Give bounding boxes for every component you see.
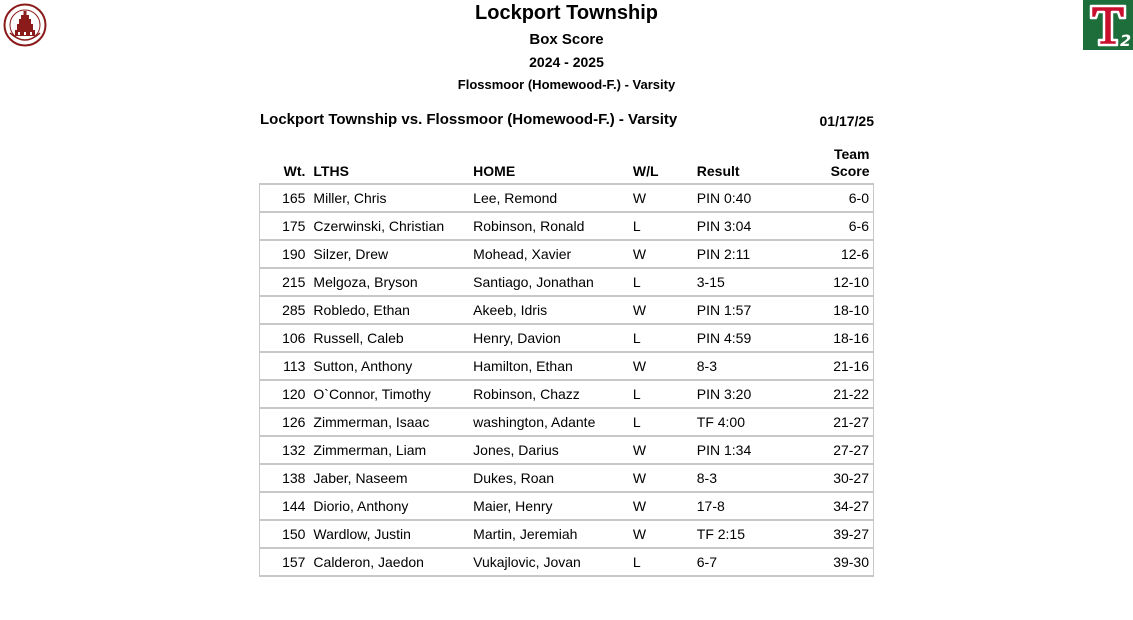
cell-home-wrestler: Vukajlovic, Jovan [469,548,629,576]
cell-lths-wrestler: Czerwinski, Christian [309,212,469,240]
cell-home-wrestler: Jones, Darius [469,436,629,464]
col-header-team-score-line2: Score [830,163,870,179]
table-row [260,408,874,436]
cell-lths-wrestler: Zimmerman, Liam [309,436,469,464]
cell-weight: 150 [260,520,310,548]
cell-wl: L [629,548,693,576]
cell-home-wrestler: Robinson, Ronald [469,212,629,240]
cell-lths-wrestler: Robledo, Ethan [309,296,469,324]
cell-home-wrestler: Maier, Henry [469,492,629,520]
opponent-label: Flossmoor (Homewood-F.) - Varsity [457,77,676,92]
cell-lths-wrestler: Diorio, Anthony [309,492,469,520]
cell-team-score: 18-16 [793,324,874,352]
cell-lths-wrestler: Calderon, Jaedon [309,548,469,576]
cell-home-wrestler: Dukes, Roan [469,464,629,492]
season-label: 2024 - 2025 [529,54,604,70]
cell-home-wrestler: Robinson, Chazz [469,380,629,408]
report-title: Box Score [529,31,604,48]
cell-wl: W [629,296,693,324]
cell-result: PIN 0:40 [693,184,793,212]
cell-wl: W [629,184,693,212]
cell-home-wrestler: Akeeb, Idris [469,296,629,324]
cell-result: PIN 1:57 [693,296,793,324]
cell-team-score: 21-22 [793,380,874,408]
cell-result: 6-7 [693,548,793,576]
col-header-home: HOME [473,163,516,179]
col-header-team-score-line1: Team [833,146,870,162]
cell-wl: L [629,212,693,240]
cell-lths-wrestler: Jaber, Naseem [309,464,469,492]
cell-team-score: 39-30 [793,548,874,576]
table-row [260,436,874,464]
cell-lths-wrestler: O`Connor, Timothy [309,380,469,408]
cell-result: 17-8 [693,492,793,520]
cell-result: 8-3 [693,464,793,492]
table-row [260,548,874,576]
cell-result: 8-3 [693,352,793,380]
cell-result: TF 4:00 [693,408,793,436]
match-date: 01/17/25 [819,113,874,129]
cell-home-wrestler: Martin, Jeremiah [469,520,629,548]
cell-weight: 144 [260,492,310,520]
cell-wl: L [629,408,693,436]
cell-team-score: 34-27 [793,492,874,520]
cell-weight: 126 [260,408,310,436]
cell-wl: L [629,324,693,352]
cell-wl: W [629,492,693,520]
table-row [260,268,874,296]
table-row [260,184,874,212]
cell-team-score: 18-10 [793,296,874,324]
table-row [260,324,874,352]
page-title: Lockport Township [475,2,658,24]
cell-wl: W [629,464,693,492]
cell-lths-wrestler: Silzer, Drew [309,240,469,268]
cell-weight: 285 [260,296,310,324]
table-row [260,296,874,324]
cell-home-wrestler: washington, Adante [469,408,629,436]
cell-result: TF 2:15 [693,520,793,548]
table-row [260,464,874,492]
cell-team-score: 21-27 [793,408,874,436]
cell-team-score: 39-27 [793,520,874,548]
cell-home-wrestler: Henry, Davion [469,324,629,352]
cell-home-wrestler: Lee, Remond [469,184,629,212]
cell-weight: 113 [260,352,310,380]
table-row [260,212,874,240]
cell-team-score: 12-10 [793,268,874,296]
cell-team-score: 12-6 [793,240,874,268]
col-header-weight: Wt. [283,163,306,179]
svg-text:2: 2 [1120,31,1132,50]
cell-wl: W [629,436,693,464]
cell-team-score: 27-27 [793,436,874,464]
col-header-result: Result [696,163,740,179]
cell-weight: 138 [260,464,310,492]
cell-weight: 190 [260,240,310,268]
cell-weight: 120 [260,380,310,408]
cell-result: PIN 1:34 [693,436,793,464]
cell-lths-wrestler: Zimmerman, Isaac [309,408,469,436]
cell-wl: W [629,520,693,548]
cell-weight: 106 [260,324,310,352]
cell-result: PIN 4:59 [693,324,793,352]
cell-lths-wrestler: Russell, Caleb [309,324,469,352]
cell-home-wrestler: Hamilton, Ethan [469,352,629,380]
cell-result: PIN 3:20 [693,380,793,408]
cell-weight: 132 [260,436,310,464]
table-row [260,520,874,548]
cell-wl: W [629,352,693,380]
cell-team-score: 6-0 [793,184,874,212]
cell-result: 3-15 [693,268,793,296]
table-row [260,380,874,408]
cell-lths-wrestler: Miller, Chris [309,184,469,212]
cell-result: PIN 2:11 [693,240,793,268]
cell-wl: W [629,240,693,268]
table-row [260,352,874,380]
table-header-row [260,146,874,184]
cell-weight: 165 [260,184,310,212]
match-title: Lockport Township vs. Flossmoor (Homewood-F.) - Varsity [260,111,678,128]
cell-wl: L [629,268,693,296]
cell-home-wrestler: Mohead, Xavier [469,240,629,268]
col-header-team-score [793,146,874,184]
table-row [260,492,874,520]
cell-weight: 157 [260,548,310,576]
cell-team-score: 30-27 [793,464,874,492]
box-score-table [259,146,874,577]
cell-home-wrestler: Santiago, Jonathan [469,268,629,296]
cell-lths-wrestler: Wardlow, Justin [309,520,469,548]
cell-lths-wrestler: Melgoza, Bryson [309,268,469,296]
col-header-lths: LTHS [313,163,349,179]
cell-weight: 175 [260,212,310,240]
cell-team-score: 6-6 [793,212,874,240]
table-row [260,240,874,268]
cell-weight: 215 [260,268,310,296]
cell-team-score: 21-16 [793,352,874,380]
col-header-wl: W/L [632,163,659,179]
cell-lths-wrestler: Sutton, Anthony [309,352,469,380]
cell-result: PIN 3:04 [693,212,793,240]
cell-wl: L [629,380,693,408]
